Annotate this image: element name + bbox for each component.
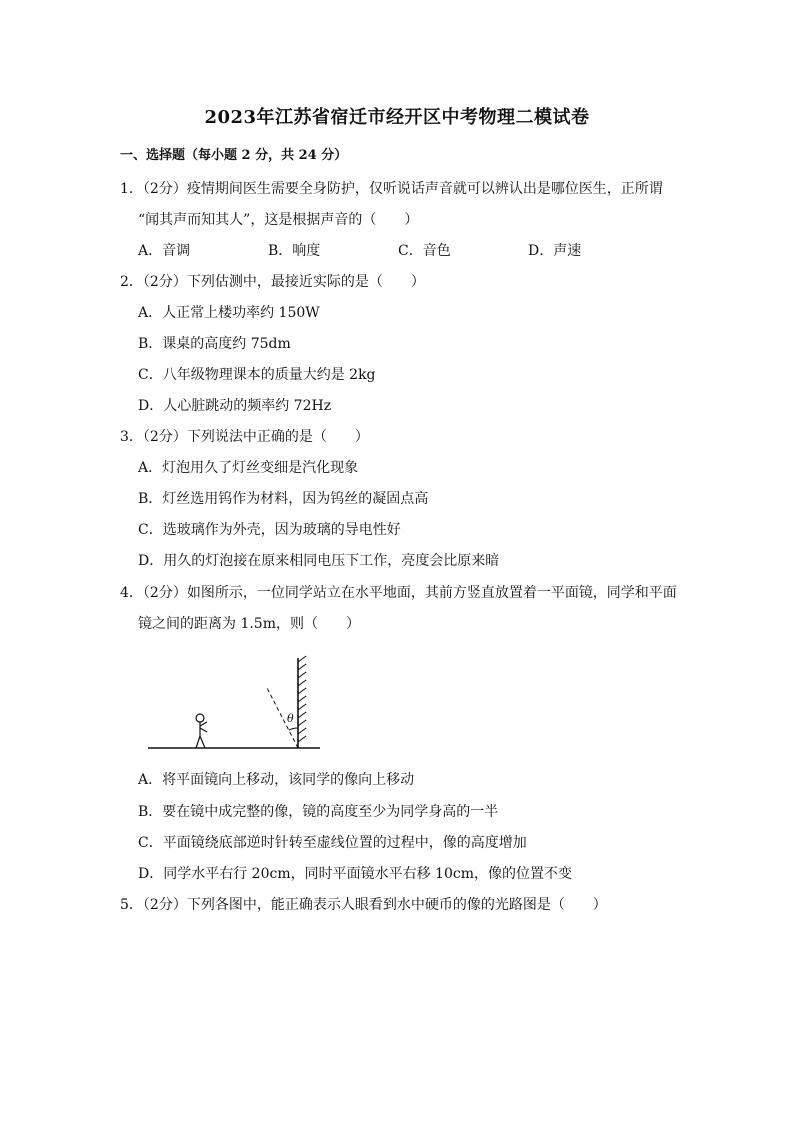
angle-arc [289, 728, 298, 730]
question-2-option-d: D．人心脏跳动的频率约 72Hz [138, 398, 332, 414]
question-1-line-2: “闻其声而知其人”，这是根据声音的（ ） [138, 212, 419, 228]
question-1-options [138, 240, 658, 260]
person-figure [196, 714, 207, 748]
question-1-option-a: A．音调 [138, 243, 191, 259]
question-3-line-1: 3．（2分）下列说法中正确的是（ ） [120, 429, 369, 445]
question-3-option-a: A．灯泡用久了灯丝变细是汽化现象 [138, 460, 359, 476]
question-4-option-c: C．平面镜绕底部逆时针转至虚线位置的过程中，像的高度增加 [138, 835, 527, 851]
question-4-line-2: 镜之间的距离为 1.5m，则（ ） [138, 616, 360, 632]
angle-label: θ [287, 712, 294, 725]
question-1-option-b: B．响度 [268, 243, 321, 259]
mirror-hatching [298, 656, 306, 742]
question-4-line-1: 4．（2分）如图所示，一位同学站立在水平地面，其前方竖直放置着一平面镜，同学和平面 [120, 585, 677, 601]
question-5-line-1: 5．（2分）下列各图中，能正确表示人眼看到水中硬币的像的光路图是（ ） [120, 897, 607, 913]
question-4-option-b: B．要在镜中成完整的像，镜的高度至少为同学身高的一半 [138, 804, 499, 820]
question-2-line-1: 2．（2分）下列估测中，最接近实际的是（ ） [120, 274, 425, 290]
question-2-option-c: C．八年级物理课本的质量大约是 2kg [138, 367, 376, 383]
question-2-option-a: A．人正常上楼功率约 150W [138, 305, 320, 321]
question-1-line-1: 1．（2分）疫情期间医生需要全身防护，仅听说话声音就可以辨认出是哪位医生，正所谓 [120, 181, 663, 197]
question-1-option-d: D．声速 [528, 243, 582, 259]
question-4-option-a: A．将平面镜向上移动，该同学的像向上移动 [138, 772, 415, 788]
question-3-option-d: D．用久的灯泡接在原来相同电压下工作，亮度会比原来暗 [138, 553, 500, 569]
mirror-figure [140, 650, 330, 760]
question-1-option-c: C．音色 [398, 243, 451, 259]
question-2-option-b: B．课桌的高度约 75dm [138, 336, 291, 352]
question-3-option-c: C．选玻璃作为外壳，因为玻璃的导电性好 [138, 522, 401, 538]
question-3-option-b: B．灯丝选用钨作为材料，因为钨丝的凝固点高 [138, 491, 429, 507]
question-4-option-d: D．同学水平右行 20cm，同时平面镜水平右移 10cm，像的位置不变 [138, 866, 572, 882]
page-title: 2023年江苏省宿迁市经开区中考物理二模试卷 [204, 107, 590, 128]
section-heading: 一、选择题（每小题 2 分，共 24 分） [120, 148, 348, 163]
